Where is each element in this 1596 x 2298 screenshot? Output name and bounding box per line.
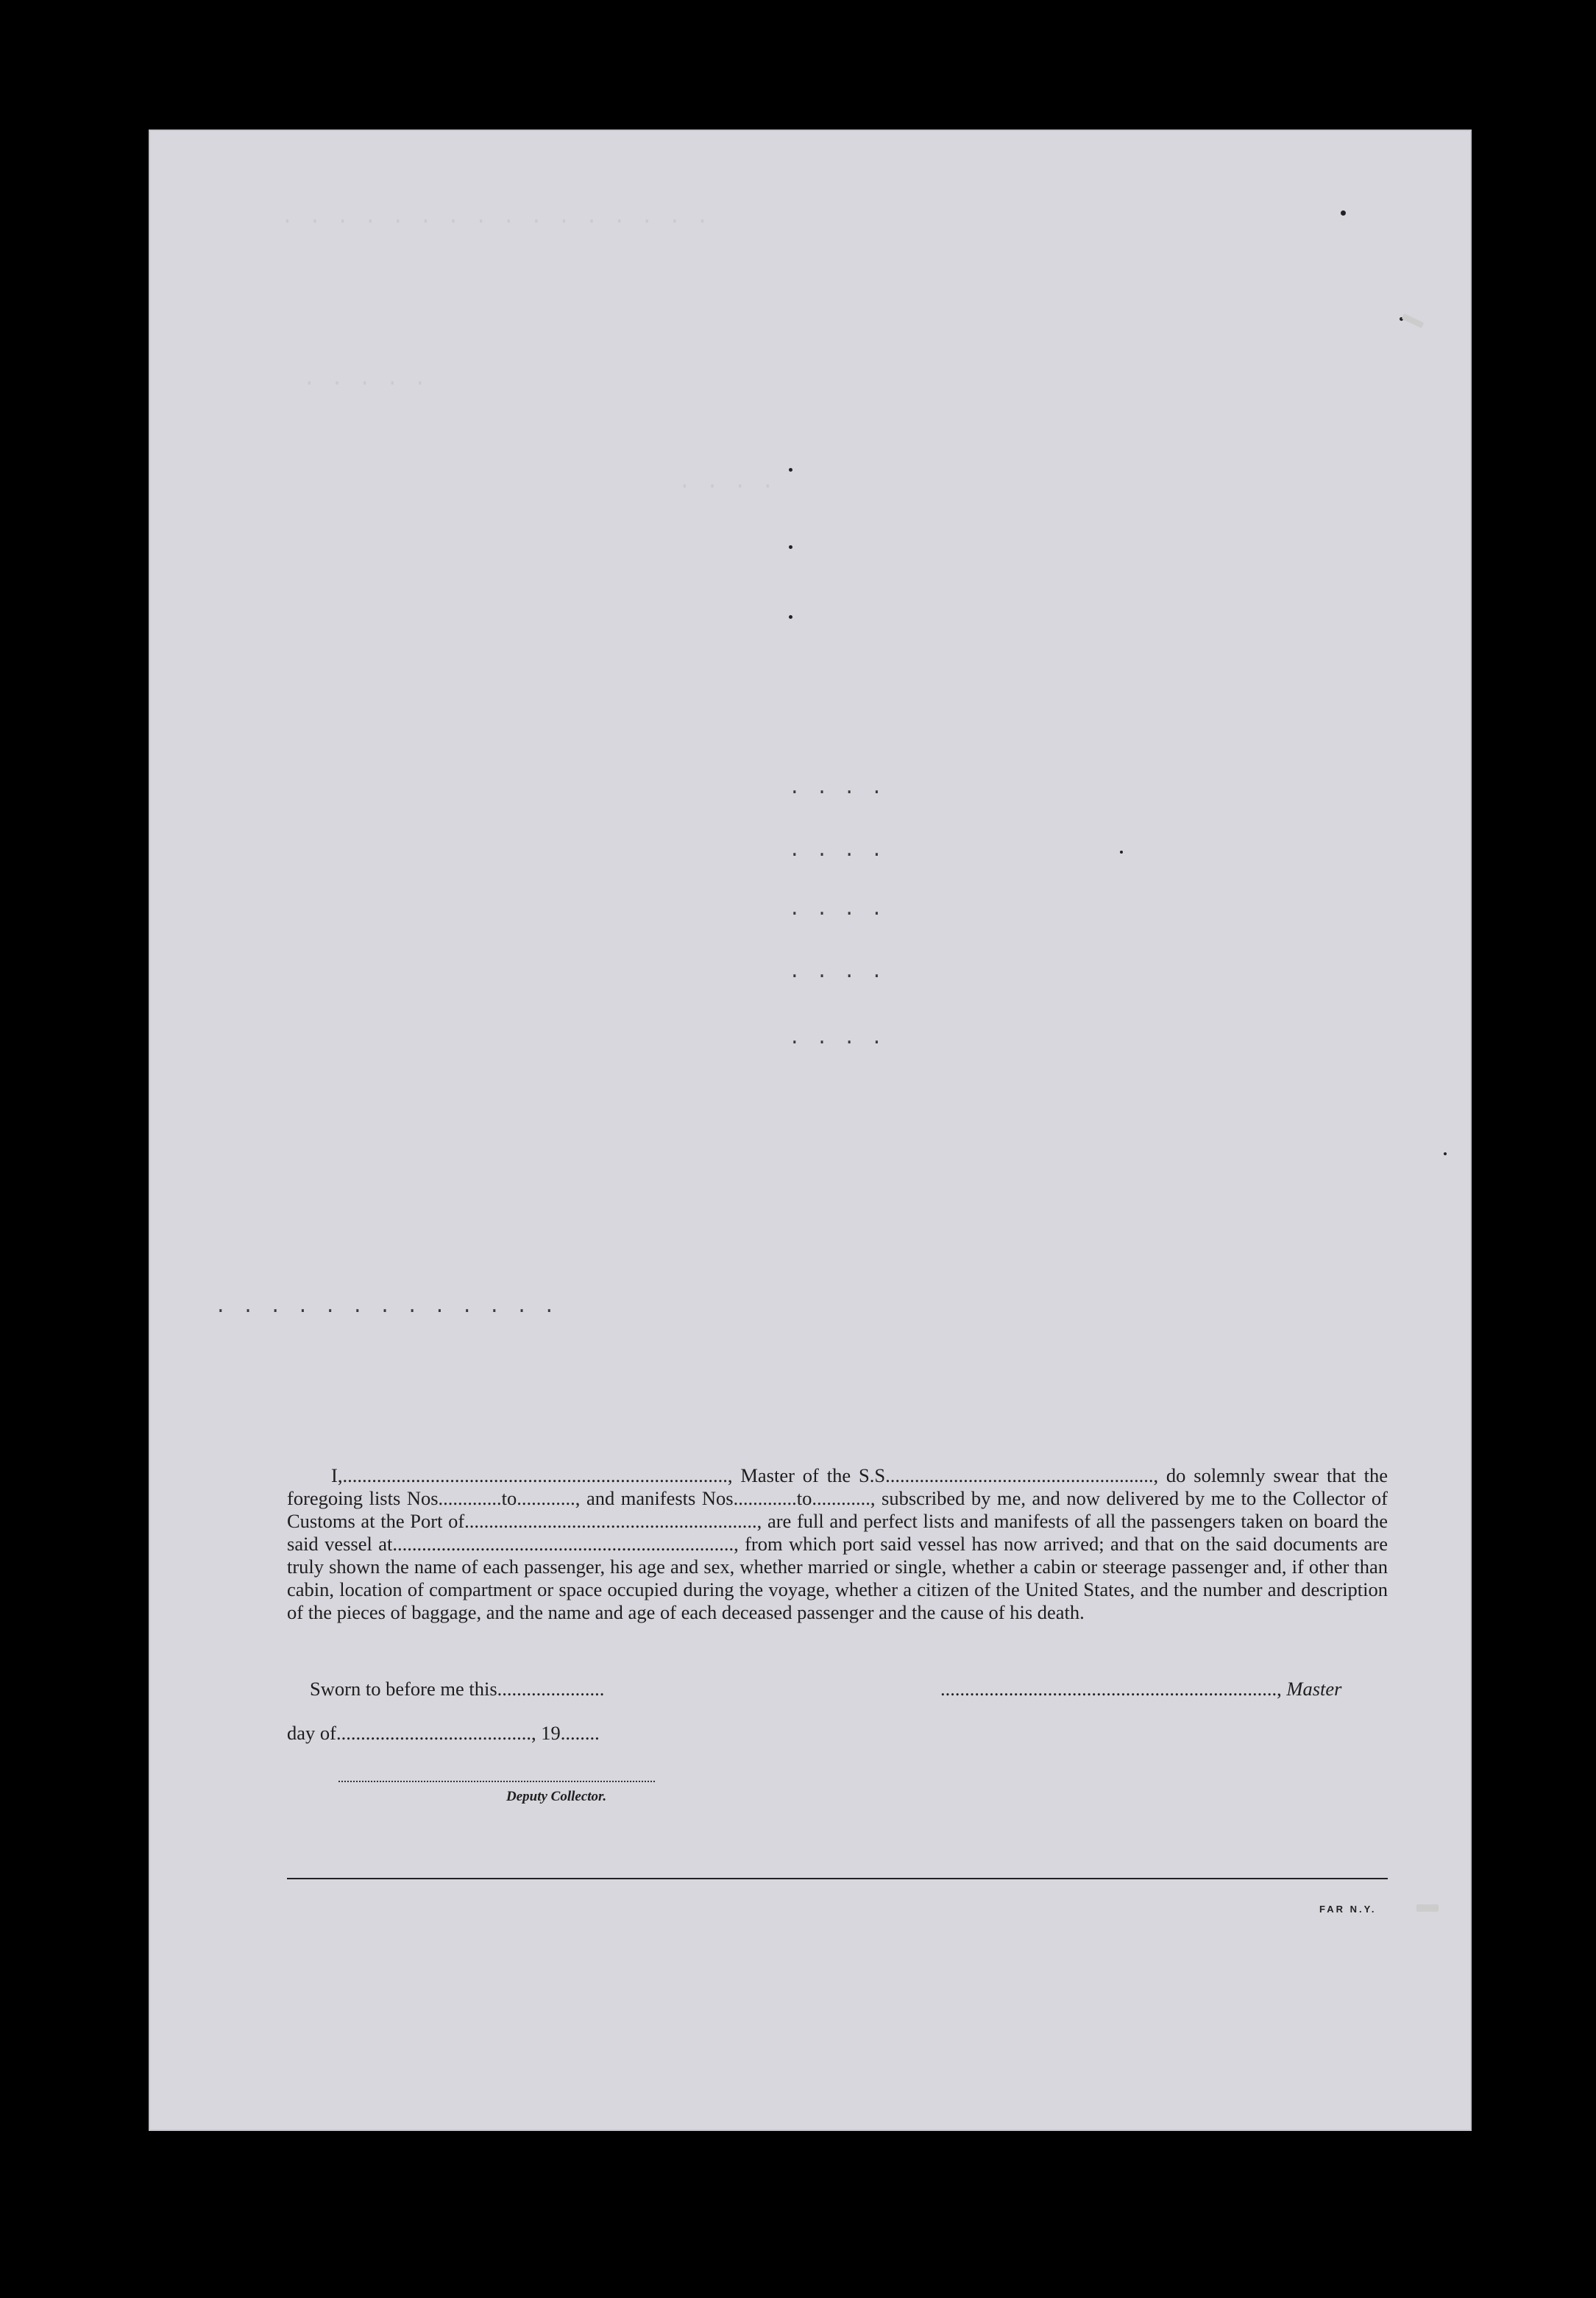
sworn-line [310, 1678, 604, 1701]
bleed-through-text: · · · · · · · · · · · · · · · · [281, 210, 710, 233]
dot-mark: . . . . [789, 961, 885, 983]
day-line [287, 1722, 600, 1745]
dot-mark: . . . . [789, 777, 885, 799]
master-dots: ....................................................................., [940, 1678, 1282, 1700]
dot-mark: . . . . [789, 898, 885, 921]
oath-text: I,..............................................................................., Master of the S.S......................................................., do solemnly swear that the foregoing lists Nos.............to............, and manifests Nos.............to............, subscribed by me, and now delivered by me to the Collector of Customs at the Port of............................................................, are full and perfect lists and manifests of all the passengers taken on board the said vessel at......................................................................, from which port said vessel has now arrived; and that on the said documents are truly shown the name of each passenger, his age and sex, whether married or single, whether a cabin or steerage passenger and, if other than cabin, location of compartment or space occupied during the voyage, whether a citizen of the United States, and the number and description of the pieces of baggage, and the name and age of each deceased passenger and the cause of his death. [287, 1464, 1388, 1623]
speck [789, 468, 792, 472]
bleed-through-text: · · · · [678, 475, 776, 498]
deputy-collector-label: Deputy Collector. [506, 1789, 607, 1804]
speck [1341, 210, 1346, 216]
bleed-through-text: · · · · · [303, 372, 428, 395]
speck [1444, 1152, 1447, 1155]
deputy-signature-line [338, 1781, 655, 1782]
speck [789, 615, 792, 619]
document-sheet [149, 130, 1472, 2131]
dot-mark: . . . . [789, 840, 885, 862]
printer-mark: FAR N.Y. [1319, 1904, 1377, 1915]
dot-mark: . . . . . . . . . . . . . [215, 1296, 558, 1318]
footer-rule [287, 1878, 1388, 1879]
dot-mark: . . . . [789, 1027, 885, 1049]
speck [1120, 851, 1123, 854]
day-text: day of........................................, 19........ [287, 1722, 600, 1744]
speck [789, 545, 792, 549]
speck [1416, 1904, 1439, 1912]
master-signature-line [940, 1678, 1341, 1701]
master-label: Master [1286, 1678, 1342, 1700]
sworn-text: Sworn to before me this...................... [310, 1678, 605, 1700]
master-oath-paragraph [287, 1464, 1388, 1624]
